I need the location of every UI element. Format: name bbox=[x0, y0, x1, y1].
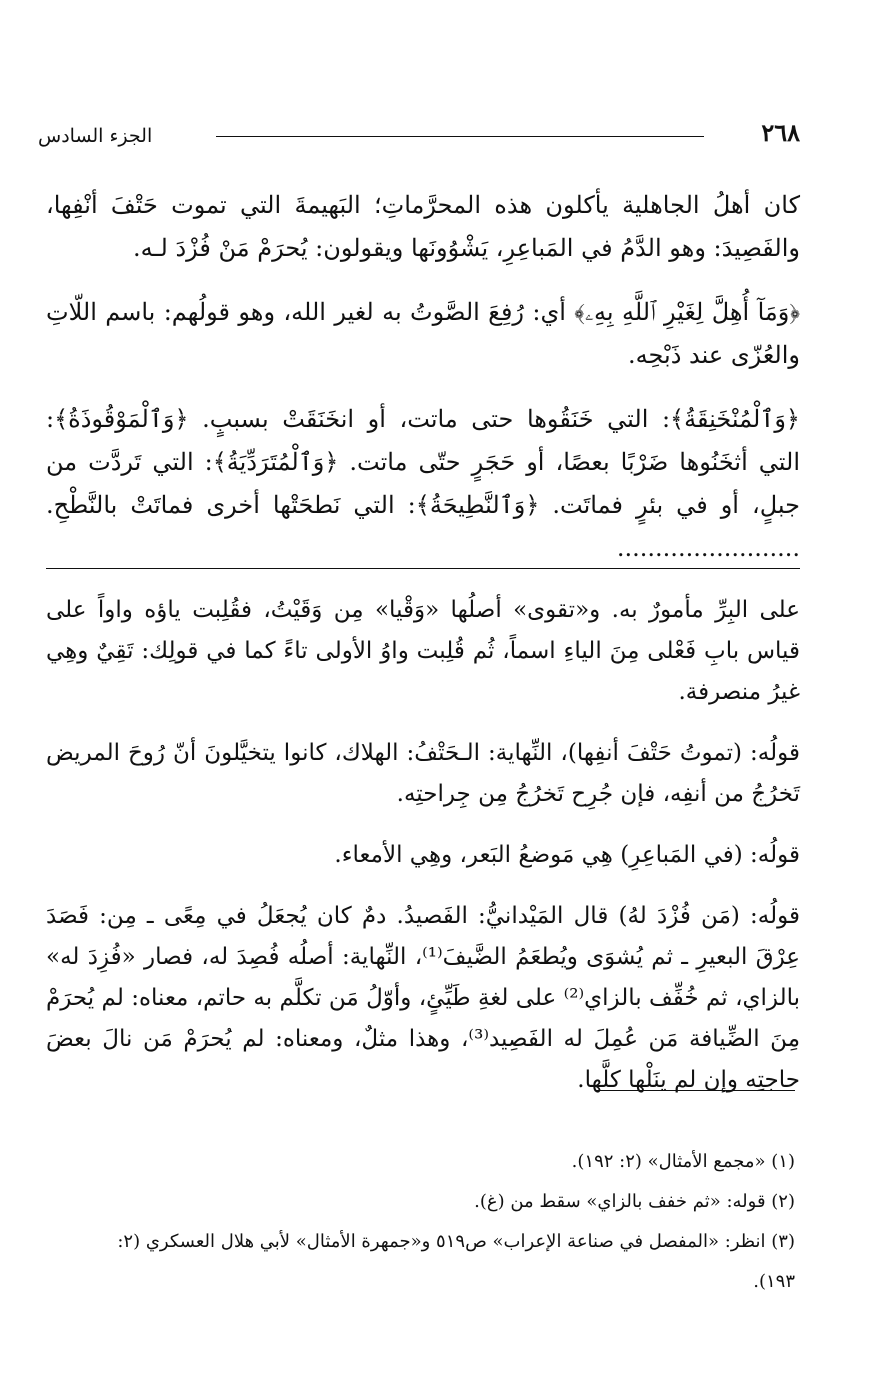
main-text bbox=[46, 184, 800, 570]
footnote-3: (٣) انظر: «المفصل في صناعة الإعراب» ص٥١٩ و«جمهرة الأمثال» لأبي هلال العسكري (٢: ١٩٣). bbox=[117, 1231, 795, 1292]
footnote-2: (٢) قوله: «ثم خفف بالزاي» سقط من (غ). bbox=[474, 1191, 795, 1212]
commentary-paragraph-2: قولُه: (تموتُ حَتْفَ أنفِها)، النِّهاية: الـحَتْفُ: الهلاك، كانوا يتخيَّلونَ أنّ رُوحَ المريض تَخرُجُ من أنفِه، فإن جُرِح تَخرُجُ مِن جِراحتِه. bbox=[46, 740, 800, 807]
commentary-text bbox=[46, 590, 800, 1121]
footnote-rule bbox=[595, 1090, 795, 1091]
commentary-paragraph-4: قولُه: (مَن فُزْدَ لهُ) قال المَيْدانيُّ: الفَصيدُ. دمٌ كان يُجعَلُ في مِعًى ـ مِن: فَصَدَ عِرْقَ البعيرِ ـ ثم يُشوَى ويُطعَمُ الضَّيفَ⁽¹⁾، النِّهاية: أصلُه فُصِدَ له، فصار «فُزِدَ له» بالزاي، ثم خُفِّف بالزاي⁽²⁾ على لغةِ طَيِّئٍ، وأوّلُ مَن تكلَّم به حاتم، معناه: لم يُحرَمْ مِنَ الضِّيافة مَن عُمِلَ له الفَصِيد⁽³⁾، وهذا مثلٌ، ومعناه: لم يُحرَمْ مَن نالَ بعضَ حاجتِه وإن لم ينَلْها كلَّها. bbox=[46, 903, 801, 1093]
page-number: ٢٦٨ bbox=[761, 118, 800, 147]
commentary-paragraph-3: قولُه: (في المَباعِرِ) هِي مَوضعُ البَعر، وهِي الأمعاء. bbox=[334, 842, 800, 868]
footnote-1: (١) «مجمع الأمثال» (٢: ١٩٢). bbox=[571, 1151, 795, 1172]
footnotes bbox=[75, 1142, 795, 1302]
main-divider bbox=[46, 568, 800, 569]
page-header bbox=[38, 118, 800, 154]
volume-title: الجزء السادس bbox=[38, 125, 153, 147]
header-rule bbox=[216, 136, 704, 137]
main-paragraph-1: كان أهلُ الجاهلية يأكلون هذه المحرَّماتِ؛ البَهيمةَ التي تموت حَتْفَ أنْفِها، والفَصِيدَ: وهو الدَّمُ في المَباعِرِ، يَشْوُونَها ويقولون: يُحرَمْ مَنْ فُزْدَ لـه. bbox=[46, 191, 800, 262]
main-paragraph-2: ﴿وَمَآ أُهِلَّ لِغَيْرِ ٱللَّهِ بِهِۦ﴾ أي: رُفِعَ الصَّوتُ به لغير الله، وهو قولُهم: باسم اللّاتِ والعُزّى عند ذَبْحِه. bbox=[46, 298, 800, 369]
main-paragraph-3: ﴿وَٱلْمُنْخَنِقَةُ﴾: التي خَنَقُوها حتى ماتت، أو انخَنَقَتْ بسببٍ. ﴿وَٱلْمَوْقُوذَةُ﴾: التي أثخَنُوها ضَرْبًا بعصًا، أو حَجَرٍ حتّى ماتت. ﴿وَٱلْمُتَرَدِّيَةُ﴾: التي تَردَّت من جبلٍ، أو في بئرٍ فماتَت. ﴿وَٱلنَّطِيحَةُ﴾: التي نَطحَتْها أخرى فماتَتْ بالنَّطْحِ. ........................ bbox=[46, 405, 800, 562]
commentary-paragraph-1: على البِرِّ مأمورٌ به. و«تقوى» أصلُها «وَقْيا» مِن وَقَيْتُ، فقُلِبت ياؤه واواً على قياس بابِ فَعْلى مِنَ الياءِ اسماً، ثُم قُلِبت واوُ الأولى تاءً كما في قولِك: تَقِيٌ وهِي غيرُ منصرفة. bbox=[46, 597, 800, 705]
